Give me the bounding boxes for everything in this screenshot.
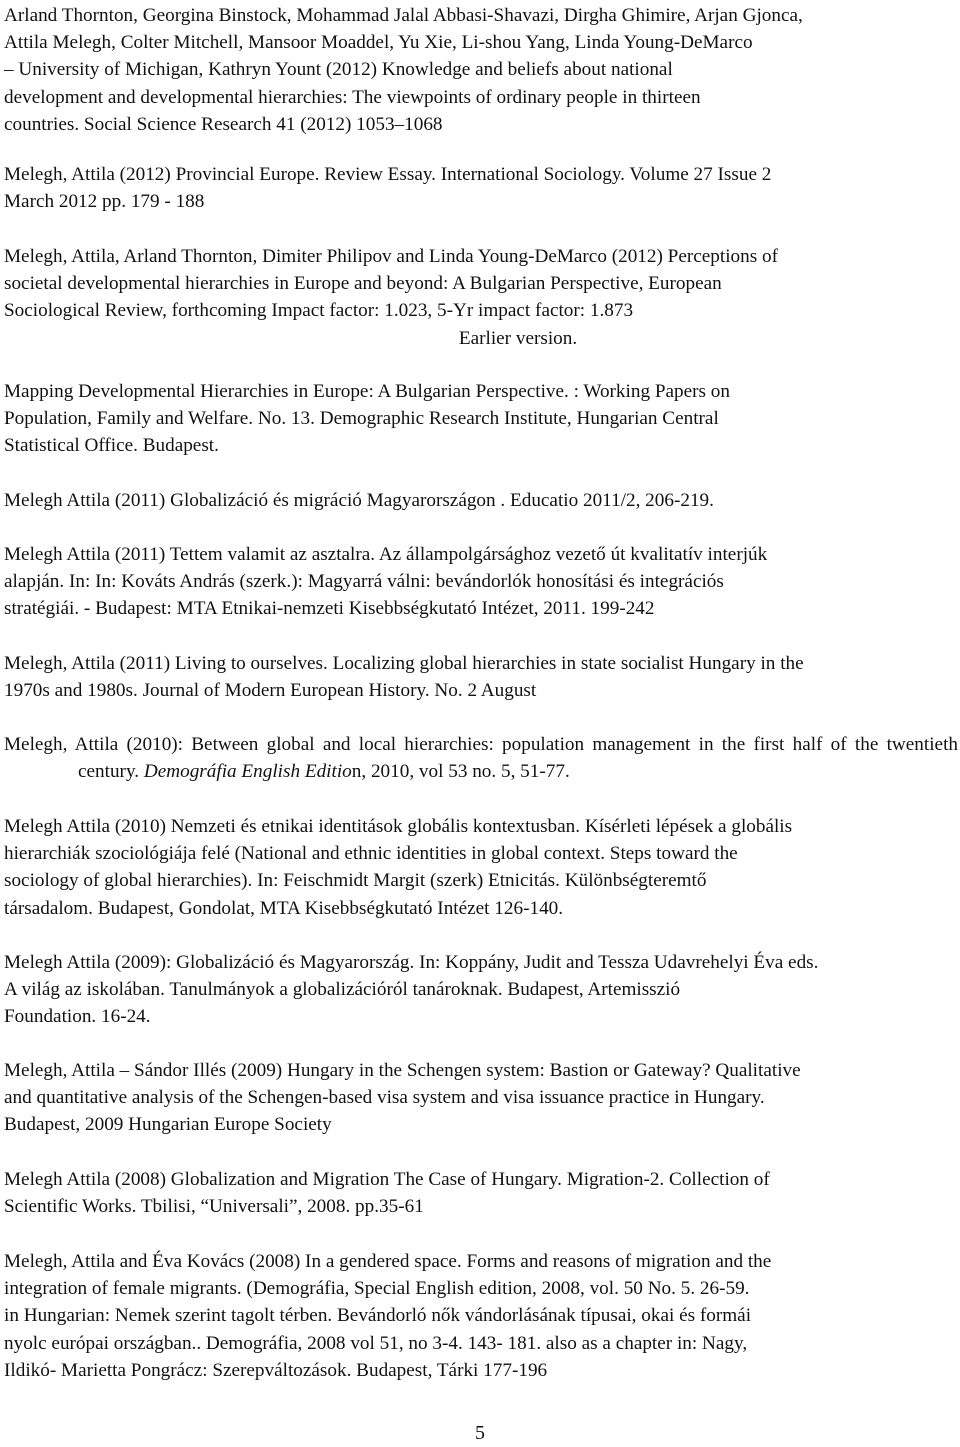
reference-line: Melegh, Attila (2012) Provincial Europe. Review Essay. International Sociology. Volume 27 Issue 2 [4,164,772,185]
reference-entry [4,487,958,514]
reference-line: hierarchiák szociológiája felé (National and ethnic identities in global context. Steps toward the [4,843,738,865]
reference-line: Population, Family and Welfare. No. 13. Demographic Research Institute, Hungarian Central [4,408,719,430]
reference-text: Melegh, Attila (2010): Between global and local hierarchies: population management in the first half of the twentieth century. [4,734,958,783]
reference-entry [4,243,958,352]
reference-line: Melegh, Attila – Sándor Illés (2009) Hungary in the Schengen system: Bastion or Gateway? Qualitative [4,1060,801,1081]
reference-line: – University of Michigan, Kathryn Yount (2012) Knowledge and beliefs about national [4,59,673,81]
reference-line: integration of female migrants. (Demográfia, Special English edition, 2008, vol. 50 No. 5. 26-59. [4,1278,750,1300]
reference-line: alapján. In: In: Kováts András (szerk.): Magyarrá válni: bevándorlók honosítási és integrációs [4,571,724,593]
reference-line: Ildikó- Marietta Pongrácz: Szerepváltozások. Budapest, Tárki 177-196 [4,1359,548,1381]
reference-line: Melegh Attila (2009): Globalizáció és Magyarország. In: Koppány, Judit and Tessza Udavrehelyi Éva eds. [4,952,819,973]
reference-line: Arland Thornton, Georgina Binstock, Mohammad Jalal Abbasi-Shavazi, Dirgha Ghimire, Arjan Gjonca, [4,5,803,26]
reference-line: sociology of global hierarchies). In: Feischmidt Margit (szerk) Etnicitás. Különbségteremtő [4,870,707,892]
reference-line: 1970s and 1980s. Journal of Modern European History. No. 2 August [4,680,537,702]
reference-entry [4,1166,958,1220]
earlier-version-note: Earlier version. [458,327,578,349]
reference-line: Melegh, Attila and Éva Kovács (2008) In a gendered space. Forms and reasons of migration and the [4,1251,772,1272]
reference-line: development and developmental hierarchies: The viewpoints of ordinary people in thirteen [4,86,701,108]
reference-line: in Hungarian: Nemek szerint tagolt térben. Bevándorló nők vándorlásának típusai, okai és formái [4,1305,752,1327]
reference-entry [4,541,958,623]
reference-entry [4,1057,958,1139]
page-number: 5 [475,1422,485,1444]
reference-line: Foundation. 16-24. [4,1006,151,1028]
reference-line: Statistical Office. Budapest. [4,435,219,457]
reference-entry [4,813,958,922]
reference-line: Attila Melegh, Colter Mitchell, Mansoor Moaddel, Yu Xie, Li-shou Yang, Linda Young-DeMarco [4,32,753,54]
reference-line: A világ az iskolában. Tanulmányok a globalizációról tanároknak. Budapest, Artemisszió [4,979,681,1001]
journal-title-italic: Demográfia English Editio [143,761,352,783]
reference-entry [4,2,958,138]
reference-line: Scientific Works. Tbilisi, “Universali”, 2008. pp.35-61 [4,1196,424,1218]
reference-line: Melegh, Attila, Arland Thornton, Dimiter Philipov and Linda Young-DeMarco (2012) Perceptions of [4,246,778,267]
reference-entry [4,161,958,215]
reference-line: societal developmental hierarchies in Europe and beyond: A Bulgarian Perspective, European [4,273,722,295]
reference-line: nyolc európai országban.. Demográfia, 2008 vol 51, no 3-4. 143- 181. also as a chapter in: Nagy, [4,1332,748,1354]
reference-line: társadalom. Budapest, Gondolat, MTA Kisebbségkutató Intézet 126-140. [4,897,564,919]
reference-line: Mapping Developmental Hierarchies in Europe: A Bulgarian Perspective. : Working Papers on [4,381,730,402]
reference-entry [4,731,958,785]
reference-entry [4,378,958,460]
reference-line: Melegh Attila (2011) Tettem valamit az asztalra. Az állampolgársághoz vezető út kvalitatív interjúk [4,544,768,565]
reference-line: March 2012 pp. 179 - 188 [4,191,205,213]
reference-line: Melegh Attila (2010) Nemzeti és etnikai identitások globális kontextusban. Kísérleti lépések a globális [4,816,793,837]
reference-line: and quantitative analysis of the Schengen-based visa system and visa issuance practice in Hungary. [4,1087,765,1109]
reference-line: Melegh, Attila (2011) Living to ourselves. Localizing global hierarchies in state socialist Hungary in the [4,653,804,674]
reference-entry [4,1248,958,1384]
reference-entry [4,650,958,704]
reference-line: Melegh Attila (2011) Globalizáció és migráció Magyarországon . Educatio 2011/2, 206-219. [4,490,714,511]
reference-line: Sociological Review, forthcoming Impact factor: 1.023, 5-Yr impact factor: 1.873 [4,300,634,322]
reference-line: countries. Social Science Research 41 (2012) 1053–1068 [4,113,443,135]
reference-line: Melegh Attila (2008) Globalization and Migration The Case of Hungary. Migration-2. Collection of [4,1169,770,1190]
reference-line: stratégiái. - Budapest: MTA Etnikai-nemzeti Kisebbségkutató Intézet, 2011. 199-242 [4,598,655,620]
reference-text: n, 2010, vol 53 no. 5, 51-77. [351,761,570,783]
reference-line: Budapest, 2009 Hungarian Europe Society [4,1114,332,1136]
reference-entry [4,949,958,1031]
